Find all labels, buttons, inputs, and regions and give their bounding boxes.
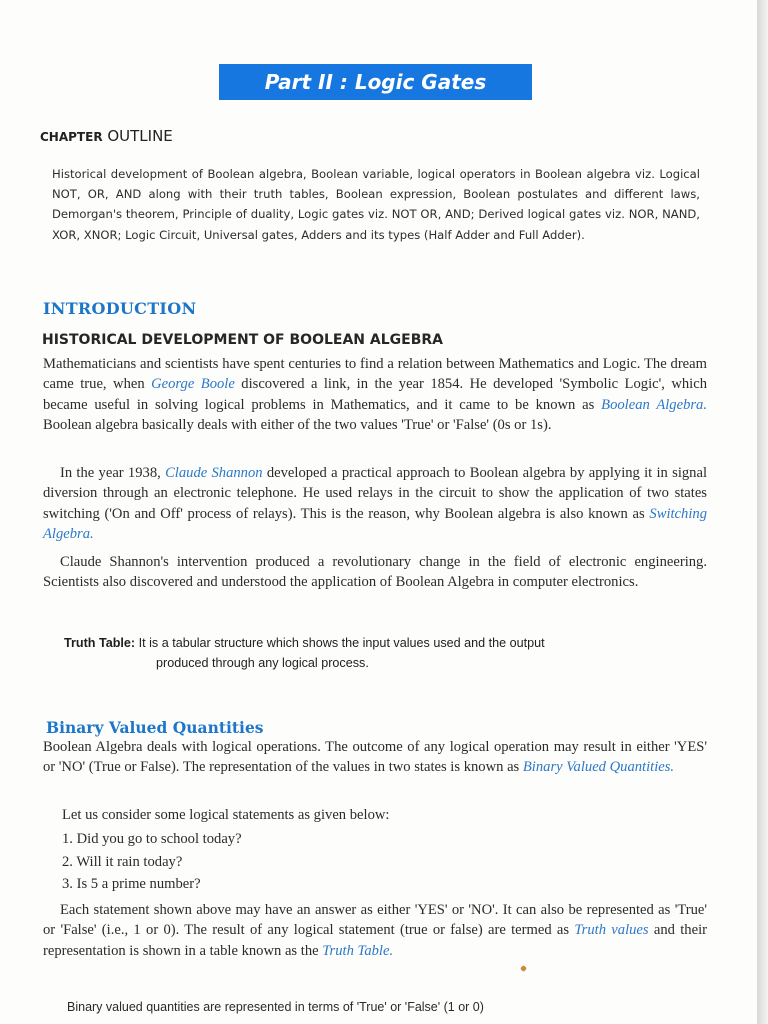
paragraph-text: Claude Shannon's intervention produced a revolutionary change in the field of electronic engineering. Scientists also discovered and understood the application of Boolean Algebra in computer electronics. <box>43 554 707 591</box>
chapter-label: CHAPTER <box>40 130 103 144</box>
paragraph-text: discovered a link, in the year 1854. He developed 'Symbolic Logic', which became useful in solving logical problems in Mathematics, and it came to be known as <box>43 376 707 413</box>
paragraph-text: Boolean algebra basically deals with either of the two values 'True' or 'False' (0s or 1s). <box>43 417 552 434</box>
chapter-outline-text: Historical development of Boolean algebra, Boolean variable, logical operators in Boolean algebra viz. Logical NOT, OR, AND along with their truth tables, Boolean expression, Boolean postulates and different laws, Demorgan's theorem, Principle of duality, Logic gates viz. NOT OR, AND; Derived logical gates viz. NOR, NAND, XOR, XNOR; Logic Circuit, Universal gates, Adders and its types (Half Adder and Full Adder). <box>52 167 700 242</box>
page-edge <box>757 0 768 1024</box>
paragraph-text: Boolean Algebra deals with logical operations. The outcome of any logical operation may result in either 'YES' or 'NO' (True or False). The representation of the values in two states is known as <box>43 739 707 776</box>
note-text-line-2: produced through any logical process. <box>156 656 369 670</box>
truth-table-term: Truth Table. <box>322 942 394 959</box>
chapter-outline-heading <box>40 127 173 145</box>
george-boole-term: George Boole <box>151 376 235 393</box>
intro-paragraph-2 <box>43 463 707 545</box>
intro-paragraph-1 <box>43 354 707 436</box>
introduction-heading: INTRODUCTION <box>43 299 197 318</box>
list-item: 2. Will it rain today? <box>62 853 183 870</box>
paragraph-text: Each statement shown above may have an answer as either 'YES' or 'NO'. It can also be represented as 'True' or 'False' (i.e., 1 or 0). The result of any logical statement (true or false) are termed as <box>43 902 707 939</box>
list-item: 1. Did you go to school today? <box>62 831 242 847</box>
truth-values-term: Truth values <box>574 922 649 939</box>
page-title: Part II : Logic Gates <box>264 70 487 94</box>
boolean-algebra-term: Boolean Algebra. <box>601 396 708 413</box>
truth-table-label: Truth Table: <box>64 636 136 650</box>
paragraph-text: developed a practical approach to Boolean algebra by applying it in signal diversion through an electronic telephone. He used relays in the circuit to show the application of two states switching ('On and Off' process of relays). This is the reason, why Boolean algebra is also known as <box>43 465 707 522</box>
switching-algebra-term: Switching Algebra. <box>43 505 707 543</box>
note-text: It is a tabular structure which shows the input values used and the output <box>135 636 545 650</box>
claude-shannon-term: Claude Shannon <box>165 465 263 481</box>
historical-development-heading: HISTORICAL DEVELOPMENT OF BOOLEAN ALGEBRA <box>42 332 443 348</box>
logical-statements-list <box>62 828 242 896</box>
paragraph-text: Mathematicians and scientists have spent centuries to find a relation between Mathematics and Logic. The dream came true, when <box>43 356 707 393</box>
binary-valued-term: Binary Valued Quantities. <box>522 759 675 776</box>
intro-paragraph-3 <box>43 552 707 593</box>
paragraph-text: In the year 1938, <box>60 465 166 481</box>
binary-paragraph-3 <box>43 900 707 961</box>
title-banner <box>219 64 532 100</box>
binary-paragraph-1 <box>43 737 707 778</box>
paragraph-text: and their representation is shown in a table known as the <box>43 922 707 959</box>
list-item: 3. Is 5 a prime number? <box>62 876 201 892</box>
binary-paragraph-2: Let us consider some logical statements as given below: <box>62 807 390 823</box>
truth-table-note <box>64 633 704 673</box>
footer-note: Binary valued quantities are represented in terms of 'True' or 'False' (1 or 0) <box>67 1000 484 1014</box>
binary-valued-heading: Binary Valued Quantities <box>46 718 264 737</box>
paper-speck <box>520 965 527 972</box>
outline-label: OUTLINE <box>107 127 173 145</box>
